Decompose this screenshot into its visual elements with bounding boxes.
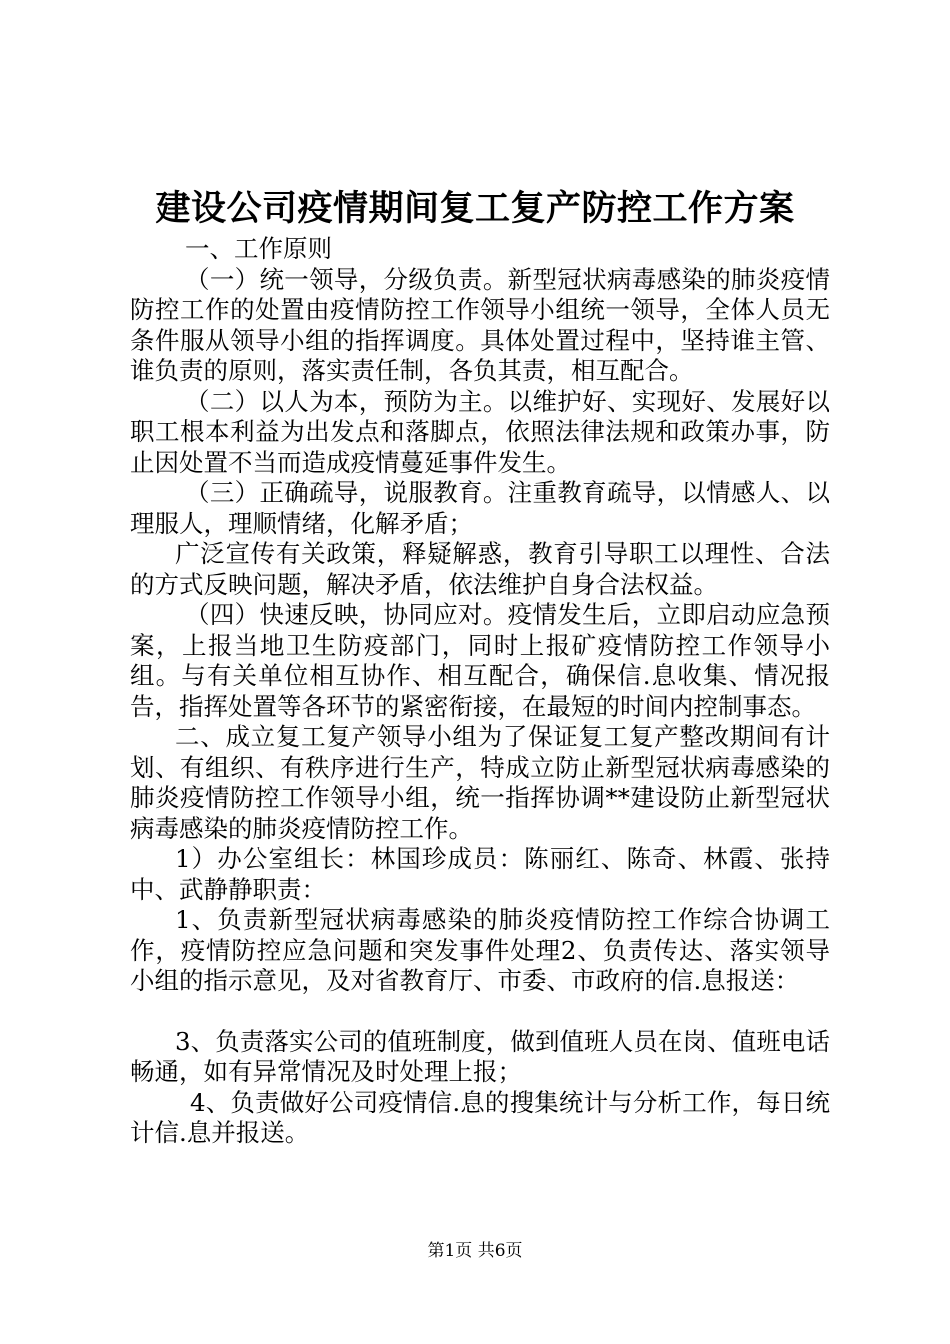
paragraph-gap <box>130 997 830 1027</box>
paragraph-duty-1-2: 1、负责新型冠状病毒感染的肺炎疫情防控工作综合协调工作，疫情防控应急问题和突发事件处理2、负责传达、落实领导小组的指示意见，及对省教育厅、市委、市政府的信.息报送： <box>130 905 830 995</box>
paragraph-guidance: （三）正确疏导，说服教育。注重教育疏导，以情感人、以理服人，理顺情绪，化解矛盾； <box>130 478 830 538</box>
paragraph-office-members: 1）办公室组长：林国珍成员：陈丽红、陈奇、林霞、张持中、武静静职责： <box>130 844 830 904</box>
section-heading-principles: 一、工作原则 <box>185 234 332 263</box>
paragraph-duty-4: 4、负责做好公司疫情信.息的搜集统计与分析工作，每日统计信.息并报送。 <box>130 1087 830 1147</box>
paragraph-rapid-response: （四）快速反映，协同应对。疫情发生后，立即启动应急预案，上报当地卫生防疫部门，同时上报矿疫情防控工作领导小组。与有关单位相互协作、相互配合，确保信.息收集、情况报告，指挥处置等各环节的紧密衔接，在最短的时间内控制事态。 <box>130 600 830 721</box>
paragraph-publicity: 广泛宣传有关政策，释疑解惑，教育引导职工以理性、合法的方式反映问题，解决矛盾，依法维护自身合法权益。 <box>130 539 830 599</box>
document-title: 建设公司疫情期间复工复产防控工作方案 <box>155 188 795 229</box>
section-heading-leadership-group: 二、成立复工复产领导小组为了保证复工复产整改期间有计划、有组织、有秩序进行生产，特成立防止新型冠状病毒感染的肺炎疫情防控工作领导小组，统一指挥协调**建设防止新型冠状病毒感染的肺炎疫情防控工作。 <box>130 722 830 843</box>
document-body <box>130 234 830 1149</box>
paragraph-unified-leadership: （一）统一领导，分级负责。新型冠状病毒感染的肺炎疫情防控工作的处置由疫情防控工作领导小组统一领导，全体人员无条件服从领导小组的指挥调度。具体处置过程中，坚持谁主管、谁负责的原则，落实责任制，各负其责，相互配合。 <box>130 264 830 385</box>
page-footer: 第1页 共6页 <box>427 1241 523 1261</box>
paragraph-people-first: （二）以人为本，预防为主。以维护好、实现好、发展好以职工根本利益为出发点和落脚点，依照法律法规和政策办事，防止因处置不当而造成疫情蔓延事件发生。 <box>130 386 830 477</box>
paragraph-duty-3: 3、负责落实公司的值班制度，做到值班人员在岗、值班电话畅通，如有异常情况及时处理上报； <box>130 1026 830 1086</box>
